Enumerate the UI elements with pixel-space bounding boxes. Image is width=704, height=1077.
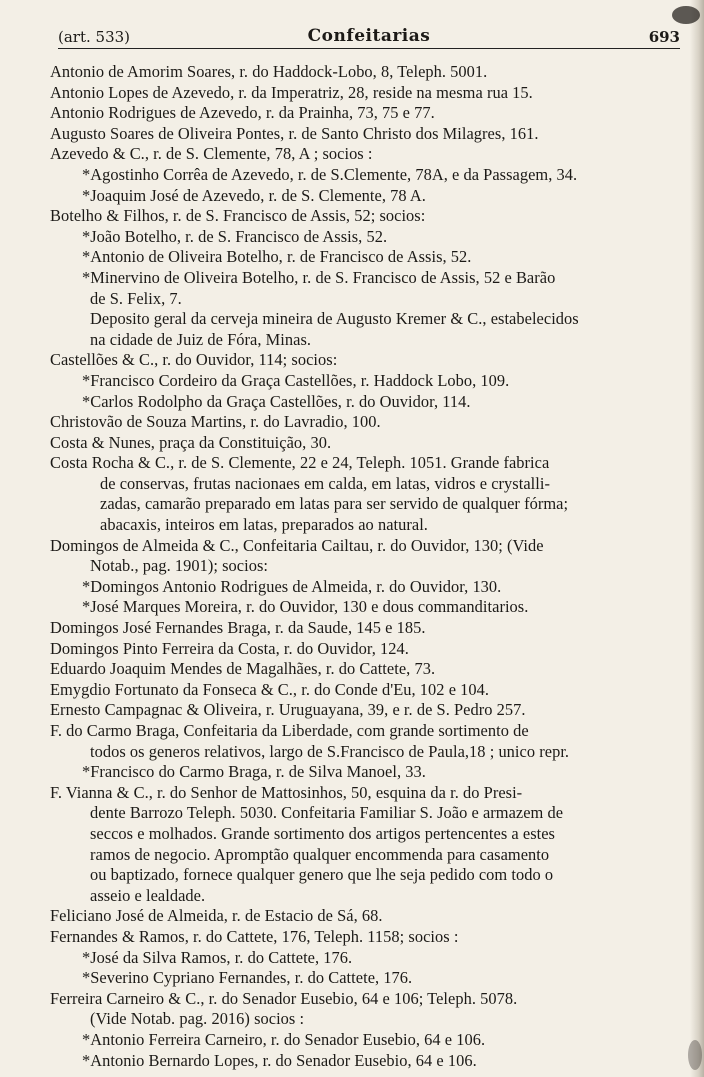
entry-line: Domingos de Almeida & C., Confeitaria Cailtau, r. do Ouvidor, 130; (Vide — [50, 535, 544, 555]
entry-line: Deposito geral da cerveja mineira de Augusto Kremer & C., estabelecidos — [90, 309, 579, 329]
ink-smudge — [672, 6, 700, 24]
entry-line: na cidade de Juiz de Fóra, Minas. — [90, 329, 312, 349]
entry-line: zadas, camarão preparado em latas para ser servido de qualquer fórma; — [100, 494, 569, 514]
entry-line: Notab., pag. 1901); socios: — [90, 556, 268, 576]
entry-line: de conservas, frutas nacionaes em calda, em latas, vidros e crystalli- — [100, 473, 550, 493]
entry-line: *João Botelho, r. de S. Francisco de Assis, 52. — [82, 226, 388, 246]
entry-line: F. do Carmo Braga, Confeitaria da Liberdade, com grande sortimento de — [50, 721, 529, 740]
entry-line: Botelho & Filhos, r. de S. Francisco de Assis, 52; socios: — [50, 206, 426, 226]
entry-line: *Severino Cypriano Fernandes, r. do Cattete, 176. — [82, 968, 413, 988]
entry-line: *Agostinho Corrêa de Azevedo, r. de S.Clemente, 78A, e da Passagem, 34. — [82, 164, 578, 184]
entry-line: Fernandes & Ramos, r. do Cattete, 176, Teleph. 1158; socios : — [50, 926, 459, 946]
entry-line: F. Vianna & C., r. do Senhor de Mattosinhos, 50, esquina da r. do Presi- — [50, 782, 523, 802]
entry-line: *José da Silva Ramos, r. do Cattete, 176. — [82, 947, 353, 967]
entry-line: todos os generos relativos, largo de S.Francisco de Paula,18 ; unico repr. — [90, 741, 570, 761]
entry-line: de S. Felix, 7. — [90, 288, 182, 308]
entry-line: dente Barrozo Teleph. 5030. Confeitaria Familiar S. João e armazem de — [90, 803, 564, 823]
entry-line: Christovão de Souza Martins, r. do Lavradio, 100. — [50, 412, 381, 432]
entry-line: Castellões & C., r. do Ouvidor, 114; socios: — [50, 350, 338, 370]
section-title: Confeitarias — [307, 26, 431, 46]
entry-line: (Vide Notab. pag. 2016) socios : — [90, 1009, 305, 1029]
entry-line: Ferreira Carneiro & C., r. do Senador Eusebio, 64 e 106; Teleph. 5078. — [50, 988, 518, 1008]
entry-line: Antonio Lopes de Azevedo, r. da Imperatriz, 28, reside na mesma rua 15. — [50, 82, 533, 102]
entry-line: *Antonio Ferreira Carneiro, r. do Senador Eusebio, 64 e 106. — [82, 1029, 486, 1049]
entry-line: seccos e molhados. Grande sortimento dos artigos pertencentes a estes — [90, 823, 555, 843]
page-edge-shadow — [690, 0, 704, 1077]
entry-line: Feliciano José de Almeida, r. de Estacio de Sá, 68. — [50, 906, 383, 926]
page-header — [58, 26, 680, 49]
entry-line: Antonio Rodrigues de Azevedo, r. da Prainha, 73, 75 e 77. — [50, 103, 435, 123]
ink-smudge — [688, 1040, 702, 1070]
entry-line: ou baptizado, fornece qualquer genero que lhe seja pedido com todo o — [90, 865, 554, 885]
entry-line: *Francisco do Carmo Braga, r. de Silva Manoel, 33. — [82, 762, 426, 782]
entry-line: *Francisco Cordeiro da Graça Castellões, r. Haddock Lobo, 109. — [82, 370, 510, 390]
entry-line: abacaxis, inteiros em latas, preparados ao natural. — [100, 515, 428, 535]
entry-line: Emygdio Fortunato da Fonseca & C., r. do Conde d'Eu, 102 e 104. — [50, 679, 490, 699]
entry-line: *Antonio Bernardo Lopes, r. do Senador Eusebio, 64 e 106. — [82, 1050, 477, 1070]
entry-line: Eduardo Joaquim Mendes de Magalhães, r. do Cattete, 73. — [50, 659, 436, 679]
entry-line: ramos de negocio. Apromptão qualquer encommenda para casamento — [90, 844, 550, 864]
entry-line: Domingos José Fernandes Braga, r. da Saude, 145 e 185. — [50, 618, 426, 638]
article-reference: (art. 533) — [58, 28, 131, 46]
entry-line: Domingos Pinto Ferreira da Costa, r. do Ouvidor, 124. — [50, 638, 409, 658]
entry-line: Azevedo & C., r. de S. Clemente, 78, A ; socios : — [50, 144, 373, 164]
entry-line: *Domingos Antonio Rodrigues de Almeida, r. do Ouvidor, 130. — [82, 576, 502, 596]
entry-line: Costa & Nunes, praça da Constituição, 30. — [50, 432, 332, 452]
entry-line: Ernesto Campagnac & Oliveira, r. Uruguayana, 39, e r. de S. Pedro 257. — [50, 700, 526, 720]
entry-line: Augusto Soares de Oliveira Pontes, r. de Santo Christo dos Milagres, 161. — [50, 123, 539, 143]
page-number: 693 — [648, 28, 680, 46]
entry-list — [50, 62, 690, 1071]
entry-line: *Joaquim José de Azevedo, r. de S. Clemente, 78 A. — [82, 185, 426, 205]
entry-line: *Antonio de Oliveira Botelho, r. de Francisco de Assis, 52. — [82, 247, 472, 267]
entry-line: Antonio de Amorim Soares, r. do Haddock-Lobo, 8, Teleph. 5001. — [50, 62, 488, 81]
entry-line: *Minervino de Oliveira Botelho, r. de S. Francisco de Assis, 52 e Barão — [82, 267, 556, 287]
entry-line: *Carlos Rodolpho da Graça Castellões, r. do Ouvidor, 114. — [82, 391, 471, 411]
entry-line: asseio e lealdade. — [90, 885, 206, 905]
entry-line: Costa Rocha & C., r. de S. Clemente, 22 e 24, Teleph. 1051. Grande fabrica — [50, 453, 550, 473]
entry-line: *José Marques Moreira, r. do Ouvidor, 130 e dous commanditarios. — [82, 597, 529, 617]
